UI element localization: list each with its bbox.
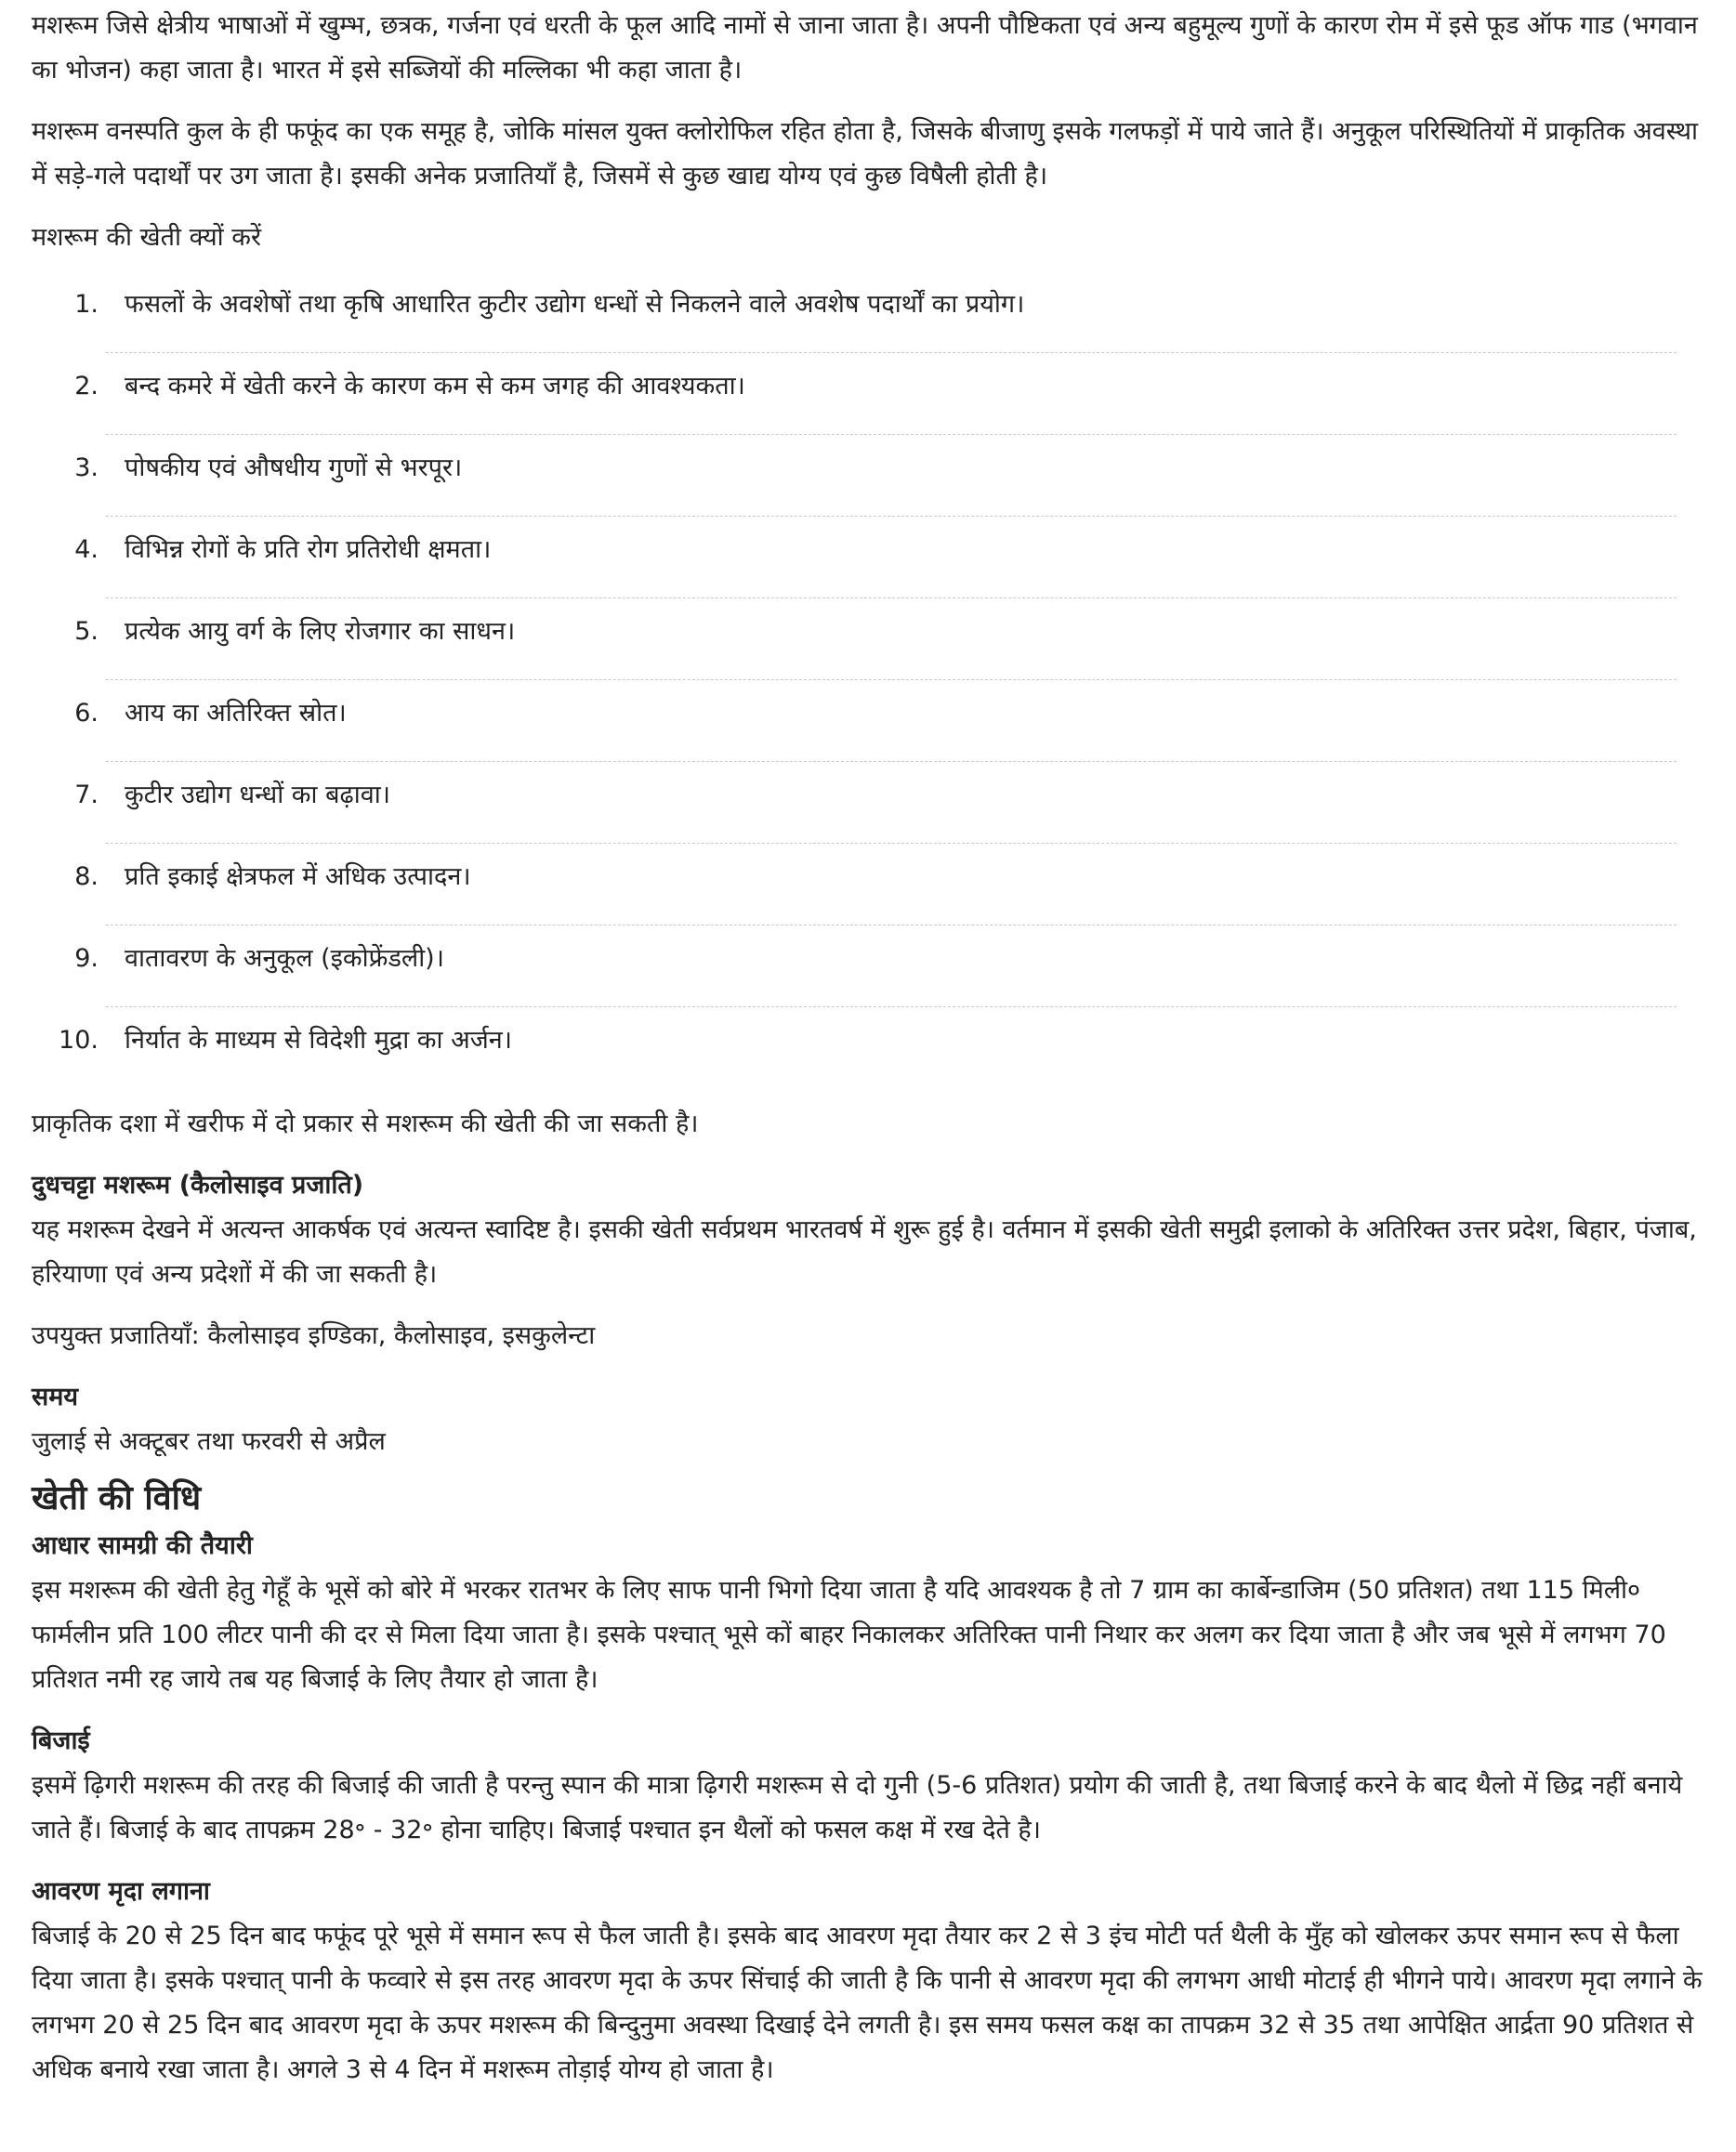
sowing-heading: बिजाई — [32, 1726, 90, 1755]
list-item-number: 9. — [74, 944, 99, 973]
list-item-number: 5. — [74, 617, 99, 646]
list-item — [74, 762, 1677, 844]
list-item-text: प्रत्येक आयु वर्ग के लिए रोजगार का साधन। — [125, 617, 516, 646]
time-section — [32, 1375, 1704, 1464]
list-item-text: वातावरण के अनुकूल (इकोफ्रेंडली)। — [125, 944, 444, 973]
list-item-text: निर्यात के माध्यम से विदेशी मुद्रा का अर्जन। — [125, 1026, 512, 1055]
list-item-text: विभिन्न रोगों के प्रति रोग प्रतिरोधी क्षमता। — [125, 535, 492, 564]
list-item — [59, 1007, 1677, 1089]
kharif-paragraph: प्राकृतिक दशा में खरीफ में दो प्रकार से मशरूम की खेती की जा सकती है। — [32, 1109, 699, 1138]
sowing-section — [32, 1719, 1704, 1853]
list-item — [74, 844, 1677, 925]
casing-heading: आवरण मृदा लगाना — [32, 1877, 210, 1906]
list-item-number: 8. — [74, 862, 99, 891]
list-item-number: 1. — [74, 290, 99, 319]
time-heading: समय — [32, 1383, 79, 1411]
intro-paragraph-1: मशरूम जिसे क्षेत्रीय भाषाओं में खुम्भ, छत्रक, गर्जना एवं धरती के फूल आदि नामों से जाना जाता है। अपनी पौष्टिकता एवं अन्य बहुमूल्य गुणों के कारण रोम में इसे फूड ऑफ गाड (भगवान का भोजन) कहा जाता है। भारत में इसे सब्जियों की मल्लिका भी कहा जाता है। — [32, 11, 1698, 85]
list-item-text: पोषकीय एवं औषधीय गुणों से भरपूर। — [125, 453, 463, 482]
milky-mushroom-section — [32, 1163, 1704, 1297]
method-heading: खेती की विधि — [32, 1479, 202, 1517]
intro-paragraph-2: मशरूम वनस्पति कुल के ही फफूंद का एक समूह है, जोकि मांसल युक्त क्लोरोफिल रहित होता है, जिसके बीजाणु इसके गलफड़ों में पाये जाते हैं। अनुकूल परिस्थितियों में प्राकृतिक अवस्था में सड़े-गले पदार्थों पर उग जाता है। इसकी अनेक प्रजातियाँ है, जिसमें से कुछ खाद्य योग्य एवं कुछ विषैली होती है। — [32, 117, 1698, 190]
list-item — [74, 271, 1677, 353]
list-item-text: प्रति इकाई क्षेत्रफल में अधिक उत्पादन। — [125, 862, 471, 891]
list-item-number: 10. — [59, 1026, 99, 1055]
list-item-number: 6. — [74, 699, 99, 728]
milky-mushroom-text: यह मशरूम देखने में अत्यन्त आकर्षक एवं अत्यन्त स्वादिष्ट है। इसकी खेती सर्वप्रथम भारतवर्ष में शुरू हुई है। वर्तमान में इसकी खेती समुद्री इलाको के अतिरिक्त उत्तर प्रदेश, बिहार, पंजाब, हरियाणा एवं अन्य प्रदेशों में की जा सकती है। — [32, 1215, 1697, 1289]
sowing-text: इसमें ढ़िगरी मशरूम की तरह की बिजाई की जाती है परन्तु स्पान की मात्रा ढ़िगरी मशरूम से दो गुनी (5-6 प्रतिशत) प्रयोग की जाती है, तथा बिजाई करने के बाद थैलो में छिद्र नहीं बनाये जाते हैं। बिजाई के बाद तापक्रम 28॰ - 32॰ होना चाहिए। बिजाई पश्चात इन थैलों को फसल कक्ष में रख देते है। — [32, 1771, 1683, 1844]
list-item-text: आय का अतिरिक्त स्रोत। — [125, 699, 347, 728]
list-item-text: फसलों के अवशेषों तथा कृषि आधारित कुटीर उद्योग धन्धों से निकलने वाले अवशेष पदार्थों का प्रयोग। — [125, 290, 1025, 319]
list-item — [74, 680, 1677, 762]
material-heading: आधार सामग्री की तैयारी — [32, 1531, 253, 1560]
why-heading: मशरूम की खेती क्यों करें — [32, 223, 262, 252]
material-section — [32, 1524, 1704, 1702]
casing-section — [32, 1870, 1704, 2093]
species-paragraph: उपयुक्त प्रजातियाँ: कैलोसाइव इण्डिका, कैलोसाइव, इसकुलेन्टा — [32, 1321, 596, 1350]
list-item — [74, 353, 1677, 435]
list-item-number: 2. — [74, 372, 99, 400]
list-item — [74, 598, 1677, 680]
material-text: इस मशरूम की खेती हेतु गेहूँ के भूसें को बोरे में भरकर रातभर के लिए साफ पानी भिगो दिया जाता है यदि आवश्यक है तो 7 ग्राम का कार्बेन्डाजिम (50 प्रतिशत) तथा 115 मिली० फार्मलीन प्रति 100 लीटर पानी की दर से मिला दिया जाता है। इसके पश्चात् भूसे कों बाहर निकालकर अतिरिक्त पानी निथार कर अलग कर दिया जाता है और जब भूसे में लगभग 70 प्रतिशत नमी रह जाये तब यह बिजाई के लिए तैयार हो जाता है। — [32, 1576, 1666, 1694]
list-item-number: 4. — [74, 535, 99, 564]
list-item — [74, 517, 1677, 598]
list-item-number: 3. — [74, 453, 99, 482]
list-item — [74, 435, 1677, 517]
list-item-text: बन्द कमरे में खेती करने के कारण कम से कम जगह की आवश्यकता। — [125, 372, 745, 400]
benefit-list — [32, 271, 1704, 1089]
time-text: जुलाई से अक्टूबर तथा फरवरी से अप्रैल — [32, 1427, 386, 1456]
milky-mushroom-heading: दुधचट्टा मशरूम (कैलोसाइव प्रजाति) — [32, 1171, 364, 1200]
casing-text: बिजाई के 20 से 25 दिन बाद फफूंद पूरे भूसे में समान रूप से फैल जाती है। इसके बाद आवरण मृदा तैयार कर 2 से 3 इंच मोटी पर्त थैली के मुँह को खोलकर ऊपर समान रूप से फैला दिया जाता है। इसके पश्चात् पानी के फव्वारे से इस तरह आवरण मृदा के ऊपर सिंचाई की जाती है कि पानी से आवरण मृदा की लगभग आधी मोटाई ही भीगने पाये। आवरण मृदा लगाने के लगभग 20 से 25 दिन बाद आवरण मृदा के ऊपर मशरूम की बिन्दुनुमा अवस्था दिखाई देने लगती है। इस समय फसल कक्ष का तापक्रम 32 से 35 तथा आपेक्षित आर्द्रता 90 प्रतिशत से अधिक बनाये रखा जाता है। अगले 3 से 4 दिन में मशरूम तोड़ाई योग्य हो जाता है। — [32, 1922, 1703, 2084]
list-item-text: कुटीर उद्योग धन्धों का बढ़ावा। — [125, 781, 390, 809]
list-item — [74, 925, 1677, 1007]
list-item-number: 7. — [74, 781, 99, 809]
